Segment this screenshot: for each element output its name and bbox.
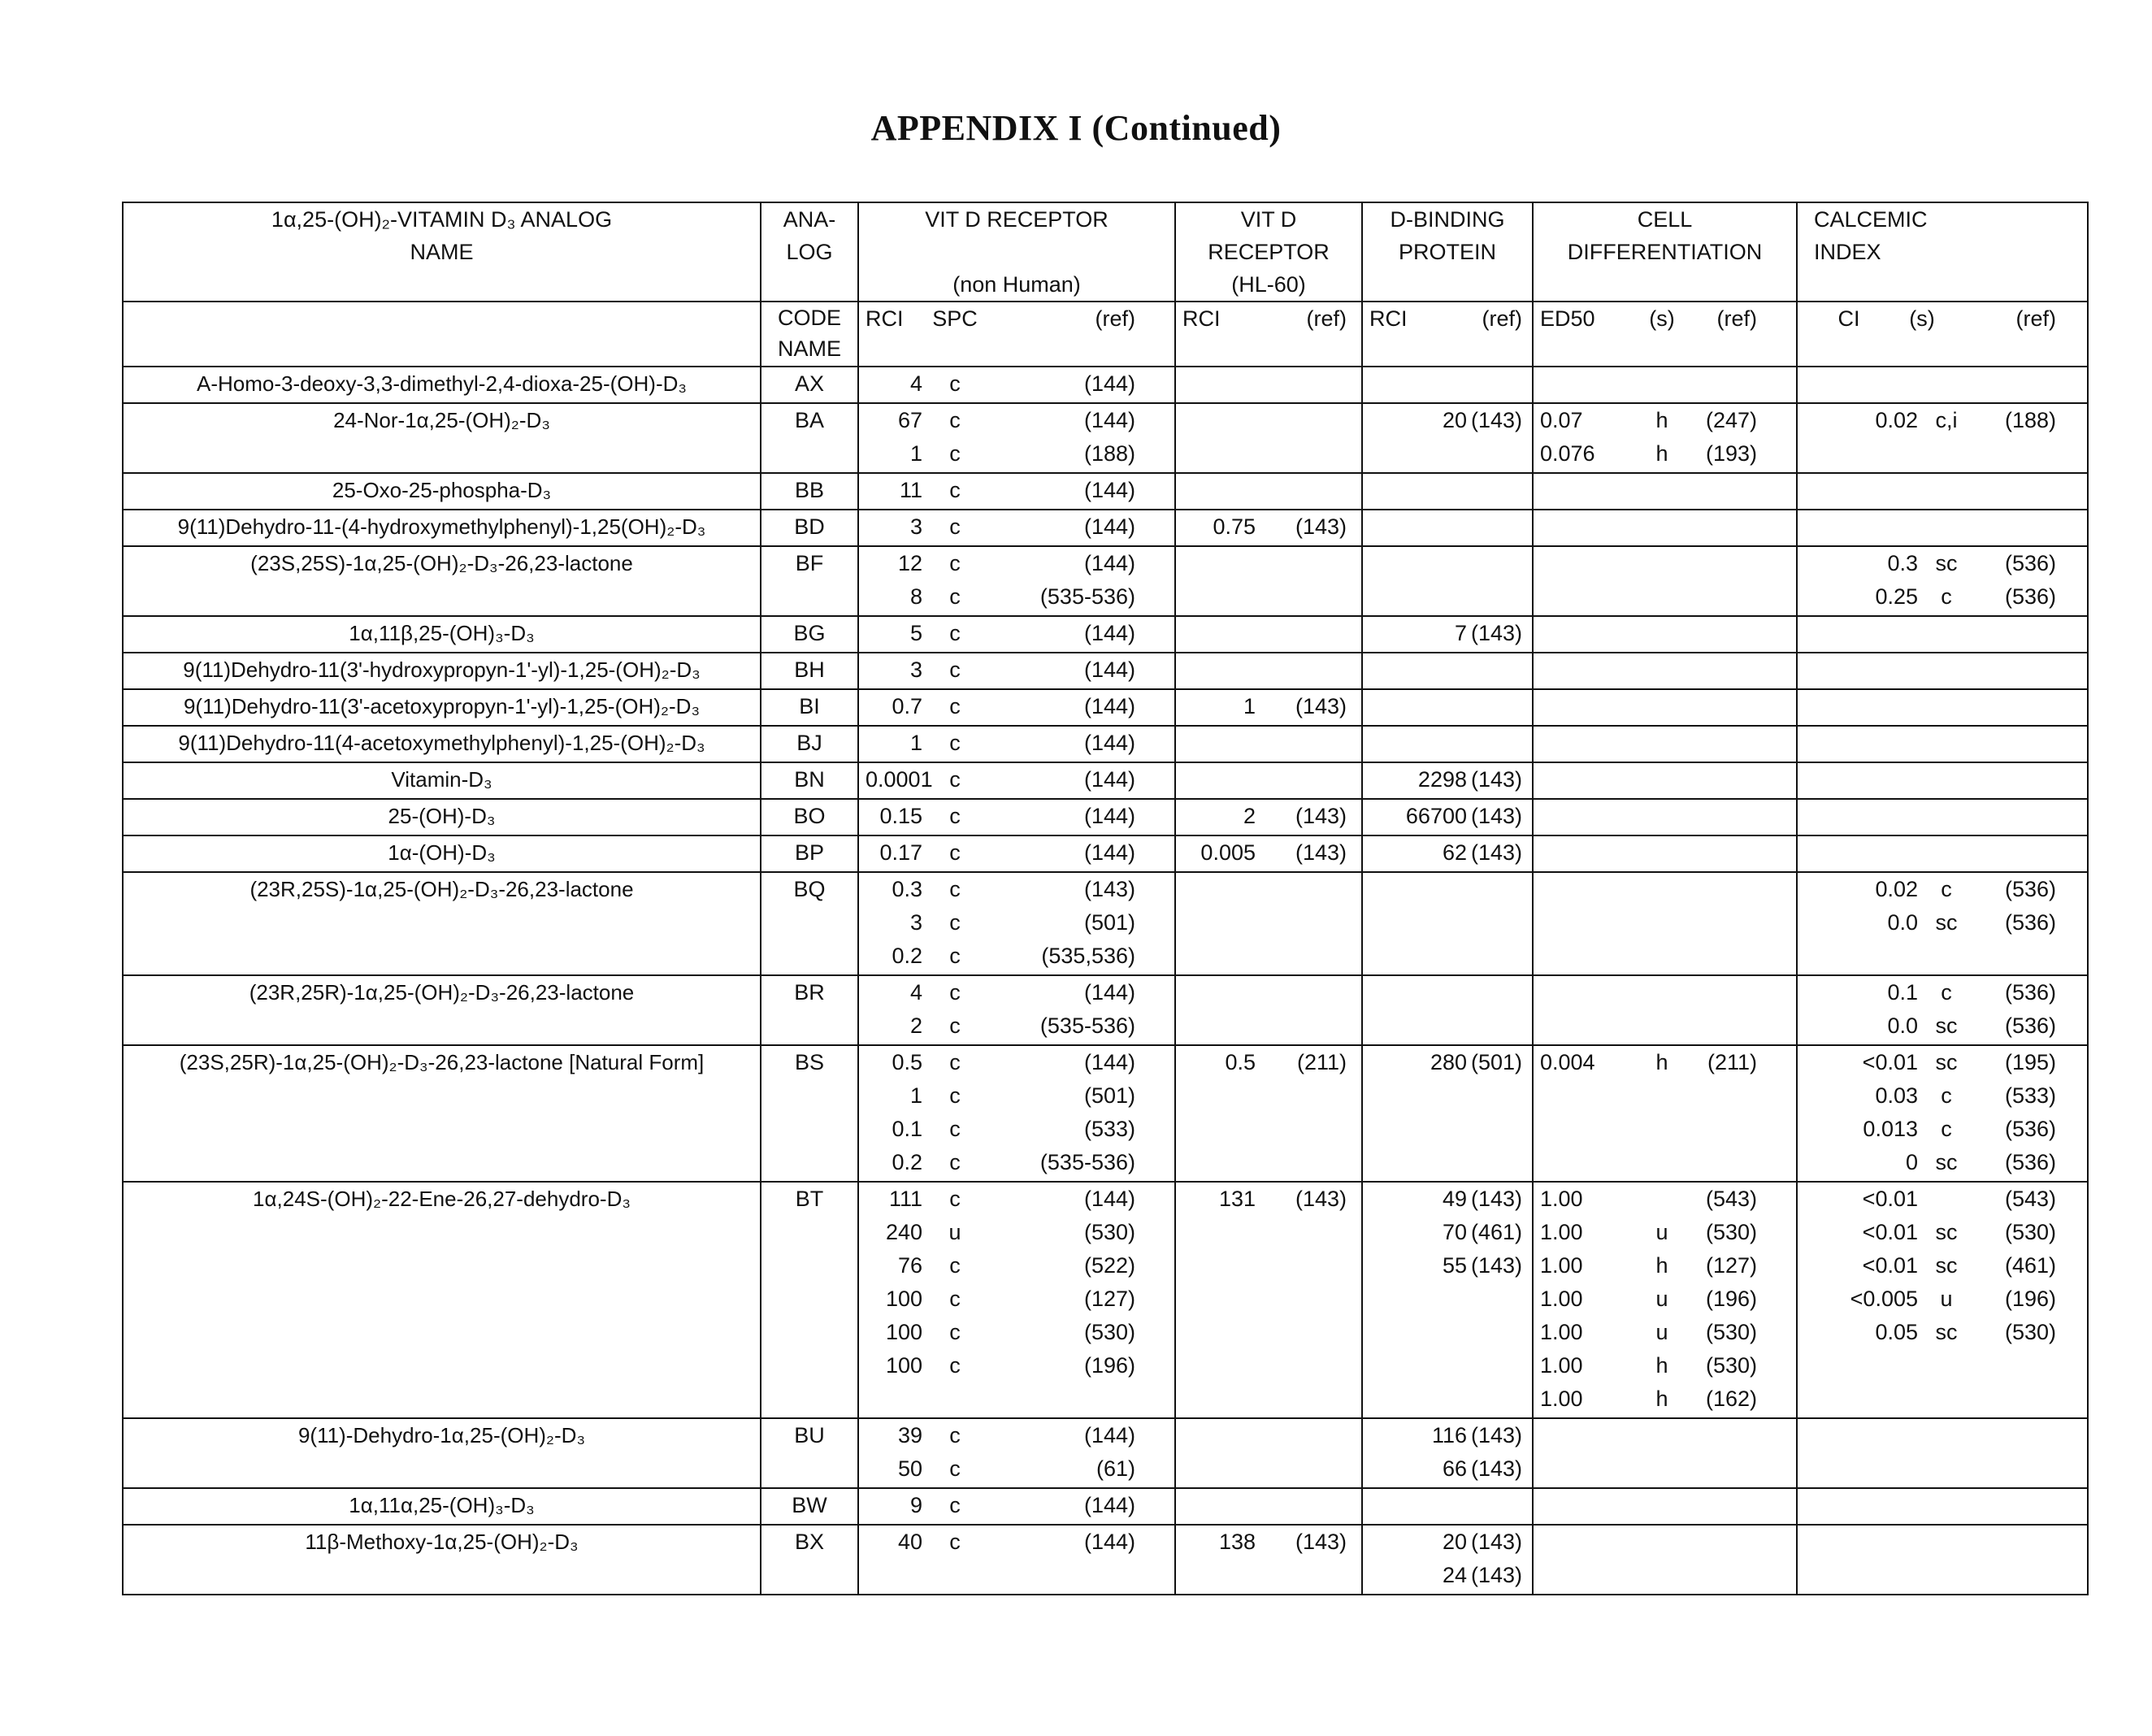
calcemic-index-cell xyxy=(1797,689,2088,726)
vdr-nonhuman-cell xyxy=(858,689,1175,726)
header-cell-differentiation: CELL DIFFERENTIATION xyxy=(1533,202,1797,302)
value-line: 1 c (188) xyxy=(909,441,1135,466)
value-line: 0.2 c (535-536) xyxy=(892,1150,1135,1174)
value-line: 2298 (143) xyxy=(1417,767,1522,792)
analog-name-cell xyxy=(123,1488,761,1525)
vdr-nonhuman-cell xyxy=(858,616,1175,653)
value-line: BB xyxy=(794,478,825,502)
value-line: <0.01 sc (530) xyxy=(1862,1220,2056,1244)
analog-code-cell xyxy=(761,1045,858,1182)
value-line: 3 c (144) xyxy=(909,658,1135,682)
analog-name-cell xyxy=(123,762,761,799)
value-line: 25-Oxo-25-phospha-D₃ xyxy=(332,478,552,502)
value-line: 0.02 c,i (188) xyxy=(1875,408,2056,432)
value-line: BN xyxy=(794,767,825,792)
cell-differentiation-cell xyxy=(1533,726,1797,762)
analog-code-cell xyxy=(761,872,858,975)
dbp-cell xyxy=(1362,689,1533,726)
analog-name-cell xyxy=(123,975,761,1045)
value-line: 3 c (144) xyxy=(909,514,1135,539)
vdr-hl60-cell xyxy=(1175,975,1362,1045)
value-line: BX xyxy=(794,1530,825,1554)
value-line: 0.0 sc (536) xyxy=(1887,910,2056,935)
value-line: 0 sc (536) xyxy=(1905,1150,2056,1174)
analog-name-cell xyxy=(123,510,761,546)
vdr-hl60-cell xyxy=(1175,546,1362,616)
vdr-hl60-cell xyxy=(1175,473,1362,510)
value-line: A-Homo-3-deoxy-3,3-dimethyl-2,4-dioxa-25-(OH)-D₃ xyxy=(197,371,687,396)
value-line: 9(11)-Dehydro-1α,25-(OH)₂-D₃ xyxy=(297,1423,586,1447)
value-line: BH xyxy=(794,658,825,682)
value-line: BT xyxy=(795,1187,824,1211)
calcemic-index-cell xyxy=(1797,546,2088,616)
value-line: <0.01 sc (461) xyxy=(1862,1253,2056,1278)
subheader-hl60: RCI (ref) xyxy=(1175,302,1362,367)
vdr-nonhuman-cell xyxy=(858,835,1175,872)
table-row xyxy=(123,510,2088,546)
table-row xyxy=(123,1045,2088,1182)
cell-differentiation-cell xyxy=(1533,1182,1797,1418)
value-line: 11 c (144) xyxy=(899,478,1135,502)
analog-code-cell xyxy=(761,835,858,872)
value-line: 5 c (144) xyxy=(909,621,1135,645)
analog-name-cell xyxy=(123,546,761,616)
value-line: 1.00 u (196) xyxy=(1540,1287,1757,1311)
value-line: 24 (143) xyxy=(1442,1563,1522,1587)
value-line: 20 (143) xyxy=(1442,408,1522,432)
value-line: 0.5 (211) xyxy=(1225,1050,1347,1074)
vdr-hl60-cell xyxy=(1175,1182,1362,1418)
analog-code-cell xyxy=(761,367,858,403)
analog-code-cell xyxy=(761,1525,858,1595)
table-row xyxy=(123,689,2088,726)
value-line: (23S,25S)-1α,25-(OH)₂-D₃-26,23-lactone xyxy=(250,551,633,575)
value-line: 1α,24S-(OH)₂-22-Ene-26,27-dehydro-D₃ xyxy=(253,1187,631,1211)
vdr-hl60-cell xyxy=(1175,835,1362,872)
subheader-code-name: CODE NAME xyxy=(761,302,858,367)
value-line: 0.013 c (536) xyxy=(1863,1117,2056,1141)
value-line: (23R,25S)-1α,25-(OH)₂-D₃-26,23-lactone xyxy=(249,877,634,901)
vdr-nonhuman-cell xyxy=(858,546,1175,616)
value-line: 1.00 (543) xyxy=(1540,1187,1757,1211)
cell-differentiation-cell xyxy=(1533,799,1797,835)
analog-name-cell xyxy=(123,726,761,762)
vdr-hl60-cell xyxy=(1175,726,1362,762)
vdr-nonhuman-cell xyxy=(858,1418,1175,1488)
vdr-nonhuman-cell xyxy=(858,872,1175,975)
page-title: APPENDIX I (Continued) xyxy=(870,108,1282,148)
dbp-cell xyxy=(1362,975,1533,1045)
analog-name-cell xyxy=(123,616,761,653)
vdr-hl60-cell xyxy=(1175,367,1362,403)
value-line: BO xyxy=(793,804,826,828)
value-line: 39 c (144) xyxy=(897,1423,1135,1447)
vdr-nonhuman-cell xyxy=(858,1488,1175,1525)
calcemic-index-cell xyxy=(1797,975,2088,1045)
analog-name-cell xyxy=(123,872,761,975)
value-line: 1 c (501) xyxy=(909,1083,1135,1108)
value-line: 240 u (530) xyxy=(885,1220,1135,1244)
value-line: BI xyxy=(799,694,820,718)
vdr-hl60-cell xyxy=(1175,510,1362,546)
value-line: 9(11)Dehydro-11(4-acetoxymethylphenyl)-1,25-(OH)₂-D₃ xyxy=(178,731,705,755)
value-line: 0.005 (143) xyxy=(1200,840,1347,865)
value-line: 0.75 (143) xyxy=(1213,514,1347,539)
calcemic-index-cell xyxy=(1797,835,2088,872)
value-line: 7 (143) xyxy=(1454,621,1522,645)
subheader-dbp: RCI (ref) xyxy=(1362,302,1533,367)
table-row xyxy=(123,835,2088,872)
value-line: 100 c (196) xyxy=(885,1353,1135,1378)
value-line: BQ xyxy=(793,877,826,901)
calcemic-index-cell xyxy=(1797,1488,2088,1525)
calcemic-index-cell xyxy=(1797,403,2088,473)
value-line: 50 c (61) xyxy=(897,1456,1135,1481)
header-row xyxy=(123,202,2088,302)
value-line: 1 c (144) xyxy=(909,731,1135,755)
calcemic-index-cell xyxy=(1797,1045,2088,1182)
cell-differentiation-cell xyxy=(1533,510,1797,546)
value-line: 9(11)Dehydro-11(3'-acetoxypropyn-1'-yl)-1,25-(OH)₂-D₃ xyxy=(183,694,701,718)
analog-code-cell xyxy=(761,473,858,510)
value-line: 0.7 c (144) xyxy=(892,694,1135,718)
vdr-nonhuman-cell xyxy=(858,799,1175,835)
cell-differentiation-cell xyxy=(1533,1418,1797,1488)
value-line: 4 c (144) xyxy=(909,980,1135,1005)
subheader-cell: ED50 (s) (ref) xyxy=(1533,302,1797,367)
vdr-hl60-cell xyxy=(1175,689,1362,726)
dbp-cell xyxy=(1362,510,1533,546)
value-line: 1α,11β,25-(OH)₃-D₃ xyxy=(349,621,535,645)
vdr-hl60-cell xyxy=(1175,1488,1362,1525)
value-line: <0.01 sc (195) xyxy=(1862,1050,2056,1074)
table-row xyxy=(123,403,2088,473)
table-row xyxy=(123,367,2088,403)
dbp-cell xyxy=(1362,1525,1533,1595)
analog-code-cell xyxy=(761,1488,858,1525)
value-line: 70 (461) xyxy=(1442,1220,1522,1244)
value-line: 24-Nor-1α,25-(OH)₂-D₃ xyxy=(333,408,550,432)
value-line: 0.05 sc (530) xyxy=(1875,1320,2056,1344)
vdr-nonhuman-cell xyxy=(858,726,1175,762)
vdr-hl60-cell xyxy=(1175,872,1362,975)
subheader-blank xyxy=(123,302,761,367)
value-line: 12 c (144) xyxy=(897,551,1135,575)
value-line: 0.25 c (536) xyxy=(1875,584,2056,609)
value-line: 40 c (144) xyxy=(897,1530,1135,1554)
value-line: 76 c (522) xyxy=(897,1253,1135,1278)
value-line: 67 c (144) xyxy=(897,408,1135,432)
value-line: BR xyxy=(794,980,825,1005)
vdr-hl60-cell xyxy=(1175,799,1362,835)
calcemic-index-cell xyxy=(1797,799,2088,835)
value-line: 280 (501) xyxy=(1430,1050,1522,1074)
header-vdr-hl60: VIT D RECEPTOR (HL-60) xyxy=(1175,202,1362,302)
header-calcemic-index: CALCEMIC INDEX xyxy=(1797,202,2088,302)
analog-name-cell xyxy=(123,367,761,403)
value-line: 9 c (144) xyxy=(909,1493,1135,1517)
calcemic-index-cell xyxy=(1797,726,2088,762)
analog-name-cell xyxy=(123,1525,761,1595)
dbp-cell xyxy=(1362,835,1533,872)
value-line: 3 c (501) xyxy=(909,910,1135,935)
dbp-cell xyxy=(1362,473,1533,510)
value-line: 20 (143) xyxy=(1442,1530,1522,1554)
dbp-cell xyxy=(1362,762,1533,799)
analog-code-cell xyxy=(761,616,858,653)
value-line: BP xyxy=(794,840,825,865)
analog-name-cell xyxy=(123,689,761,726)
calcemic-index-cell xyxy=(1797,616,2088,653)
calcemic-index-cell xyxy=(1797,1418,2088,1488)
analog-code-cell xyxy=(761,403,858,473)
value-line: 1α-(OH)-D₃ xyxy=(388,840,496,865)
dbp-cell xyxy=(1362,726,1533,762)
analog-code-cell xyxy=(761,546,858,616)
vdr-hl60-cell xyxy=(1175,1045,1362,1182)
table-body xyxy=(123,367,2088,1595)
table-row xyxy=(123,653,2088,689)
dbp-cell xyxy=(1362,653,1533,689)
dbp-cell xyxy=(1362,546,1533,616)
value-line: 0.0 sc (536) xyxy=(1887,1013,2056,1038)
value-line: 9(11)Dehydro-11(3'-hydroxypropyn-1'-yl)-1,25-(OH)₂-D₃ xyxy=(183,658,701,682)
analog-name-cell xyxy=(123,653,761,689)
dbp-cell xyxy=(1362,799,1533,835)
value-line: 100 c (530) xyxy=(885,1320,1135,1344)
value-line: 0.3 c (143) xyxy=(892,877,1135,901)
value-line: (23R,25R)-1α,25-(OH)₂-D₃-26,23-lactone xyxy=(249,980,635,1005)
vdr-nonhuman-cell xyxy=(858,1182,1175,1418)
table-row xyxy=(123,473,2088,510)
value-line: 138 (143) xyxy=(1218,1530,1347,1554)
analog-code-cell xyxy=(761,975,858,1045)
value-line: 0.004 h (211) xyxy=(1540,1050,1757,1074)
value-line: BW xyxy=(792,1493,827,1517)
header-vdr-nonhuman: VIT D RECEPTOR (non Human) xyxy=(858,202,1175,302)
analog-name-cell xyxy=(123,1045,761,1182)
analog-name-cell xyxy=(123,473,761,510)
value-line: 116 (143) xyxy=(1431,1423,1522,1447)
vdr-nonhuman-cell xyxy=(858,510,1175,546)
table-row xyxy=(123,546,2088,616)
value-line: 66 (143) xyxy=(1442,1456,1522,1481)
vdr-nonhuman-cell xyxy=(858,975,1175,1045)
calcemic-index-cell xyxy=(1797,1525,2088,1595)
calcemic-index-cell xyxy=(1797,762,2088,799)
vdr-nonhuman-cell xyxy=(858,367,1175,403)
calcemic-index-cell xyxy=(1797,1182,2088,1418)
value-line: 0.17 c (144) xyxy=(879,840,1135,865)
value-line: AX xyxy=(794,371,825,396)
subheader-ci: CI (s) (ref) xyxy=(1797,302,2088,367)
table-row xyxy=(123,1488,2088,1525)
analog-code-cell xyxy=(761,1182,858,1418)
value-line: 0.1 c (536) xyxy=(1887,980,2056,1005)
value-line: 66700 (143) xyxy=(1405,804,1522,828)
value-line: 1.00 h (162) xyxy=(1540,1387,1757,1411)
analog-name-cell xyxy=(123,799,761,835)
table-row xyxy=(123,1525,2088,1595)
calcemic-index-cell xyxy=(1797,872,2088,975)
value-line: 0.15 c (144) xyxy=(879,804,1135,828)
dbp-cell xyxy=(1362,403,1533,473)
analog-code-cell xyxy=(761,653,858,689)
analog-code-cell xyxy=(761,1418,858,1488)
vdr-hl60-cell xyxy=(1175,762,1362,799)
value-line: Vitamin-D₃ xyxy=(391,767,492,792)
cell-differentiation-cell xyxy=(1533,653,1797,689)
value-line: 9(11)Dehydro-11-(4-hydroxymethylphenyl)-1,25(OH)₂-D₃ xyxy=(177,514,706,539)
value-line: 0.03 c (533) xyxy=(1875,1083,2056,1108)
subheader-row xyxy=(123,302,2088,367)
value-line: BU xyxy=(794,1423,825,1447)
value-line: 55 (143) xyxy=(1442,1253,1522,1278)
value-line: 49 (143) xyxy=(1442,1187,1522,1211)
value-line: (23S,25R)-1α,25-(OH)₂-D₃-26,23-lactone [Natural Form] xyxy=(179,1050,705,1074)
value-line: <0.01 (543) xyxy=(1862,1187,2056,1211)
value-line: BF xyxy=(795,551,824,575)
analog-name-cell xyxy=(123,403,761,473)
value-line: 0.07 h (247) xyxy=(1540,408,1757,432)
subheader-vdr: RCI SPC (ref) xyxy=(858,302,1175,367)
header-analog-name: 1α,25-(OH)₂-VITAMIN D₃ ANALOG NAME xyxy=(123,202,761,302)
dbp-cell xyxy=(1362,616,1533,653)
vdr-hl60-cell xyxy=(1175,1418,1362,1488)
cell-differentiation-cell xyxy=(1533,1488,1797,1525)
dbp-cell xyxy=(1362,872,1533,975)
cell-differentiation-cell xyxy=(1533,762,1797,799)
cell-differentiation-cell xyxy=(1533,367,1797,403)
calcemic-index-cell xyxy=(1797,653,2088,689)
analog-code-cell xyxy=(761,689,858,726)
table-row xyxy=(123,799,2088,835)
cell-differentiation-cell xyxy=(1533,689,1797,726)
dbp-cell xyxy=(1362,367,1533,403)
analog-code-cell xyxy=(761,726,858,762)
value-line: 2 (143) xyxy=(1243,804,1347,828)
value-line: 62 (143) xyxy=(1442,840,1522,865)
calcemic-index-cell xyxy=(1797,473,2088,510)
value-line: 25-(OH)-D₃ xyxy=(388,804,496,828)
table-row xyxy=(123,1182,2088,1418)
header-analog-code: ANA- LOG xyxy=(761,202,858,302)
vdr-nonhuman-cell xyxy=(858,762,1175,799)
cell-differentiation-cell xyxy=(1533,835,1797,872)
value-line: 0.2 c (535,536) xyxy=(892,944,1135,968)
value-line: 0.1 c (533) xyxy=(892,1117,1135,1141)
value-line: 100 c (127) xyxy=(885,1287,1135,1311)
calcemic-index-cell xyxy=(1797,367,2088,403)
value-line: 111 c (144) xyxy=(888,1187,1135,1211)
value-line: 131 (143) xyxy=(1218,1187,1347,1211)
analog-name-cell xyxy=(123,1182,761,1418)
table-row xyxy=(123,616,2088,653)
value-line: BJ xyxy=(796,731,822,755)
table-row xyxy=(123,726,2088,762)
value-line: 1.00 h (530) xyxy=(1540,1353,1757,1378)
vdr-hl60-cell xyxy=(1175,653,1362,689)
cell-differentiation-cell xyxy=(1533,616,1797,653)
cell-differentiation-cell xyxy=(1533,546,1797,616)
vdr-hl60-cell xyxy=(1175,403,1362,473)
value-line: 2 c (535-536) xyxy=(909,1013,1135,1038)
cell-differentiation-cell xyxy=(1533,975,1797,1045)
vdr-hl60-cell xyxy=(1175,616,1362,653)
table-row xyxy=(123,1418,2088,1488)
value-line: BG xyxy=(793,621,826,645)
vdr-nonhuman-cell xyxy=(858,1525,1175,1595)
cell-differentiation-cell xyxy=(1533,1045,1797,1182)
value-line: BS xyxy=(794,1050,825,1074)
value-line: <0.005 u (196) xyxy=(1850,1287,2056,1311)
value-line: 1α,11α,25-(OH)₃-D₃ xyxy=(349,1493,535,1517)
value-line: 0.0001 c (144) xyxy=(866,767,1135,792)
vdr-nonhuman-cell xyxy=(858,1045,1175,1182)
vdr-hl60-cell xyxy=(1175,1525,1362,1595)
cell-differentiation-cell xyxy=(1533,872,1797,975)
calcemic-index-cell xyxy=(1797,510,2088,546)
value-line: 1.00 h (127) xyxy=(1540,1253,1757,1278)
value-line: BA xyxy=(794,408,825,432)
cell-differentiation-cell xyxy=(1533,403,1797,473)
table-row xyxy=(123,762,2088,799)
value-line: 0.5 c (144) xyxy=(892,1050,1135,1074)
dbp-cell xyxy=(1362,1488,1533,1525)
analog-code-cell xyxy=(761,510,858,546)
analog-code-cell xyxy=(761,762,858,799)
dbp-cell xyxy=(1362,1045,1533,1182)
cell-differentiation-cell xyxy=(1533,1525,1797,1595)
value-line: 0.3 sc (536) xyxy=(1887,551,2056,575)
analog-name-cell xyxy=(123,1418,761,1488)
value-line: 11β-Methoxy-1α,25-(OH)₂-D₃ xyxy=(305,1530,579,1554)
vdr-nonhuman-cell xyxy=(858,653,1175,689)
value-line: 1.00 u (530) xyxy=(1540,1220,1757,1244)
analog-code-cell xyxy=(761,799,858,835)
cell-differentiation-cell xyxy=(1533,473,1797,510)
table-row xyxy=(123,872,2088,975)
vitamin-d-analog-table xyxy=(122,202,2089,1595)
vdr-nonhuman-cell xyxy=(858,473,1175,510)
value-line: 0.076 h (193) xyxy=(1540,441,1757,466)
dbp-cell xyxy=(1362,1182,1533,1418)
table-row xyxy=(123,975,2088,1045)
value-line: BD xyxy=(794,514,825,539)
value-line: 1 (143) xyxy=(1243,694,1347,718)
value-line: 0.02 c (536) xyxy=(1875,877,2056,901)
value-line: 8 c (535-536) xyxy=(909,584,1135,609)
analog-name-cell xyxy=(123,835,761,872)
dbp-cell xyxy=(1362,1418,1533,1488)
vdr-nonhuman-cell xyxy=(858,403,1175,473)
value-line: 4 c (144) xyxy=(909,371,1135,396)
value-line: 1.00 u (530) xyxy=(1540,1320,1757,1344)
header-dbp: D-BINDING PROTEIN xyxy=(1362,202,1533,302)
